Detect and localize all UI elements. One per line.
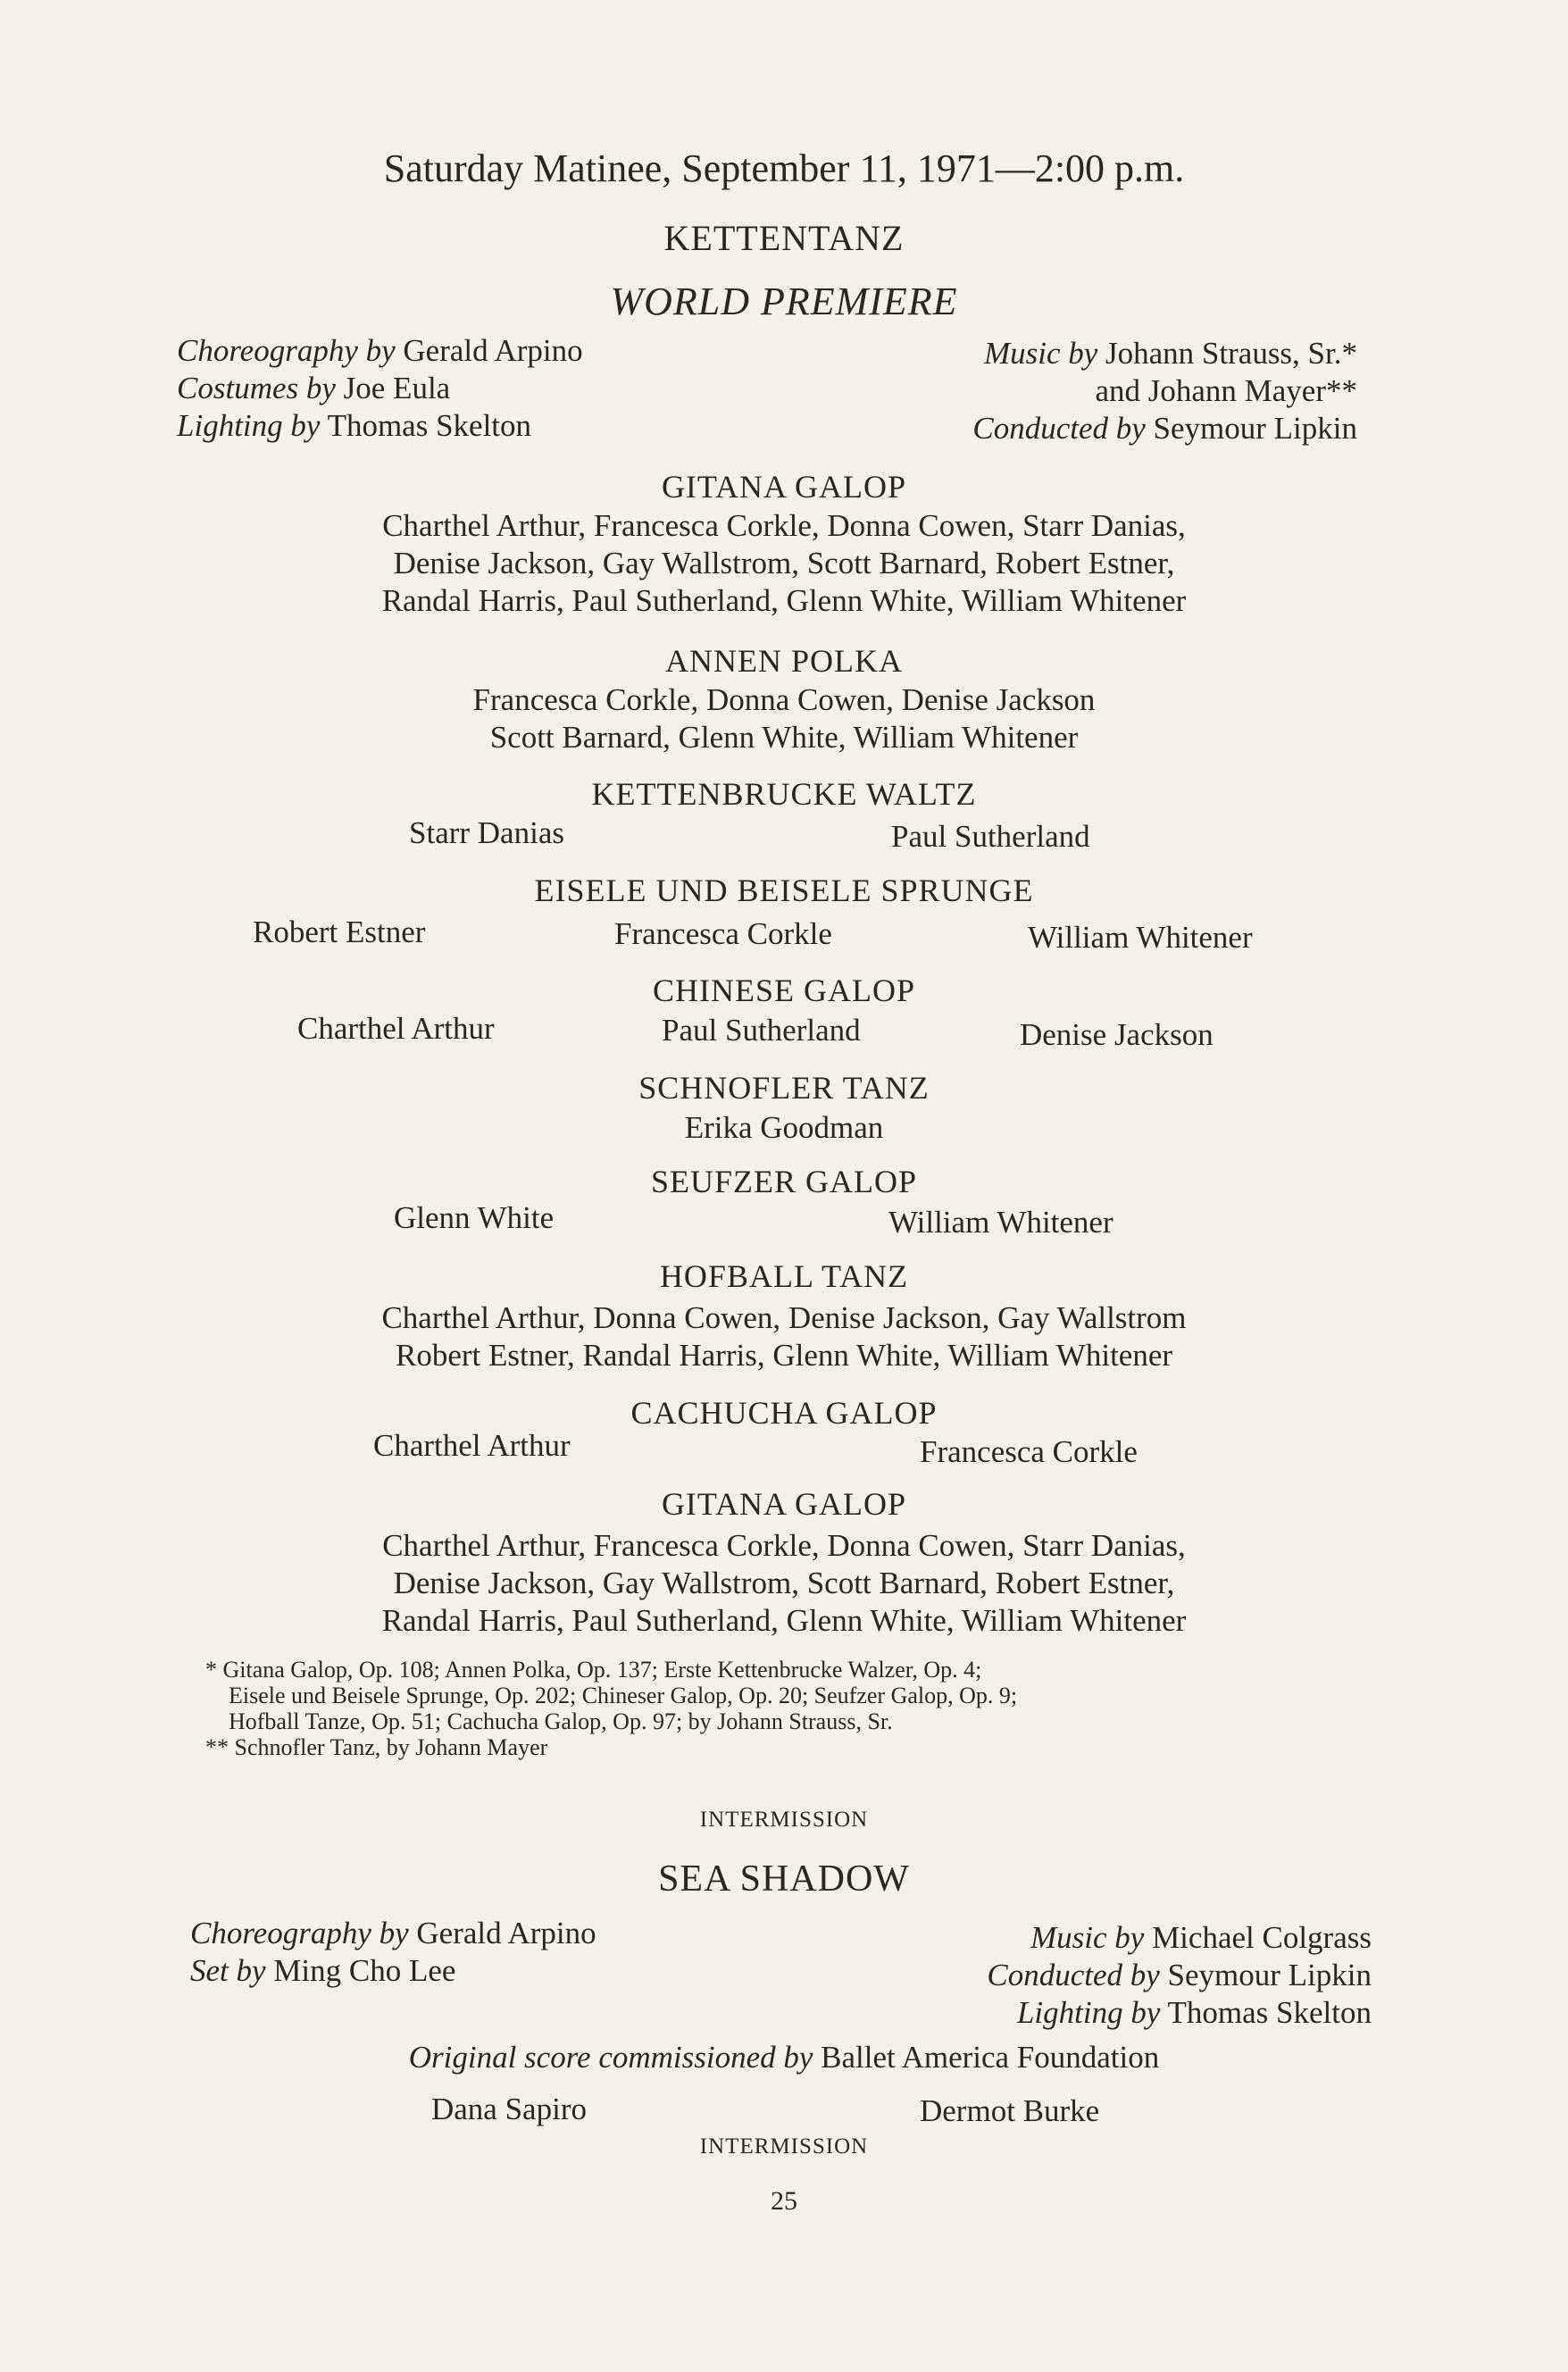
credit-choreography: Choreography by Gerald Arpino	[190, 1916, 596, 1950]
intermission-label: INTERMISSION	[699, 2134, 869, 2159]
music-footnotes	[205, 1657, 1017, 1760]
credit-conductor: Conducted by Seymour Lipkin	[987, 1958, 1372, 1992]
dancer-robert-estner: Robert Estner	[253, 915, 426, 949]
dancer-dana-sapiro: Dana Sapiro	[431, 2092, 587, 2126]
credit-music: Music by Johann Strauss, Sr.*	[983, 336, 1357, 371]
credit-music-2: and Johann Mayer**	[1095, 373, 1357, 408]
dancer-francesca-corkle: Francesca Corkle	[920, 1434, 1138, 1469]
footnote-line: ** Schnofler Tanz, by Johann Mayer	[205, 1734, 548, 1760]
dancer-list-gitana-galop: Charthel Arthur, Francesca Corkle, Donna Cowen, Starr Danias, Denise Jackson, Gay Wallstrom, Scott Barnard, Robert Estner, Randal Harris, Paul Sutherland, Glenn White, William Whitener	[381, 508, 1187, 618]
credit-conductor: Conducted by Seymour Lipkin	[972, 411, 1357, 446]
credits-right	[972, 335, 1357, 447]
dancer-paul-sutherland: Paul Sutherland	[662, 1013, 861, 1048]
section-title-gitana-galop: GITANA GALOP	[661, 1486, 907, 1522]
dancer-william-whitener: William Whitener	[888, 1205, 1113, 1240]
dancer-william-whitener: William Whitener	[1028, 920, 1253, 955]
section-title-annen-polka: ANNEN POLKA	[665, 643, 903, 679]
intermission-label: INTERMISSION	[699, 1808, 869, 1832]
ballet-title-kettentanz: KETTENTANZ	[663, 218, 905, 258]
dancer-charthel-arthur: Charthel Arthur	[373, 1428, 571, 1463]
sea-shadow-credits-left	[190, 1915, 596, 1990]
credit-set: Set by Ming Cho Lee	[190, 1953, 456, 1988]
footnote-line: * Gitana Galop, Op. 108; Annen Polka, Op. 137; Erste Kettenbrucke Walzer, Op. 4;	[205, 1657, 982, 1683]
page-number: 25	[771, 2186, 797, 2216]
dancer-list-gitana-galop-finale: Charthel Arthur, Francesca Corkle, Donna Cowen, Starr Danias, Denise Jackson, Gay Wallstrom, Scott Barnard, Robert Estner, Randal Harris, Paul Sutherland, Glenn White, William Whitener	[381, 1528, 1187, 1638]
dancer-starr-danias: Starr Danias	[409, 815, 564, 850]
credit-music: Music by Michael Colgrass	[1030, 1920, 1372, 1955]
sea-shadow-credits-right	[987, 1919, 1372, 2032]
dancer-francesca-corkle: Francesca Corkle	[614, 916, 832, 951]
dancer-dermot-burke: Dermot Burke	[920, 2093, 1100, 2128]
dancer-denise-jackson: Denise Jackson	[1020, 1017, 1214, 1052]
credit-lighting: Lighting by Thomas Skelton	[1016, 1995, 1372, 2030]
credit-costumes: Costumes by Joe Eula	[177, 371, 451, 405]
section-title-schnofler-tanz: SCHNOFLER TANZ	[638, 1070, 930, 1106]
credit-lighting: Lighting by Thomas Skelton	[177, 408, 532, 443]
footnote-line: Hofball Tanze, Op. 51; Cachucha Galop, Op. 97; by Johann Strauss, Sr.	[229, 1708, 893, 1734]
ballet-title-sea-shadow: SEA SHADOW	[658, 1858, 910, 1900]
dancer-list-hofball-tanz: Charthel Arthur, Donna Cowen, Denise Jackson, Gay Wallstrom Robert Estner, Randal Harris, Glenn White, William Whitener	[381, 1300, 1187, 1373]
footnote-line: Eisele und Beisele Sprunge, Op. 202; Chineser Galop, Op. 20; Seufzer Galop, Op. 9;	[229, 1683, 1018, 1708]
section-title-seufzer-galop: SEUFZER GALOP	[650, 1164, 918, 1199]
section-title-hofball-tanz: HOFBALL TANZ	[659, 1258, 909, 1294]
score-commission-credit: Original score commissioned by Ballet America Foundation	[408, 2040, 1160, 2075]
dancer-charthel-arthur: Charthel Arthur	[297, 1011, 495, 1046]
section-title-eisele-und-beisele: EISELE UND BEISELE SPRUNGE	[534, 873, 1034, 908]
dancer-paul-sutherland: Paul Sutherland	[891, 819, 1090, 854]
world-premiere-label: WORLD PREMIERE	[610, 280, 958, 323]
section-title-cachucha-galop: CACHUCHA GALOP	[630, 1395, 938, 1431]
performance-date: Saturday Matinee, September 11, 1971—2:00 p.m.	[383, 146, 1185, 190]
credits-left	[177, 332, 583, 445]
credit-choreography: Choreography by Gerald Arpino	[177, 333, 583, 368]
section-title-gitana-galop: GITANA GALOP	[661, 469, 907, 505]
dancer-erika-goodman: Erika Goodman	[684, 1110, 884, 1145]
dancer-list-annen-polka: Francesca Corkle, Donna Cowen, Denise Jackson Scott Barnard, Glenn White, William Whitener	[472, 682, 1096, 755]
section-title-chinese-galop: CHINESE GALOP	[652, 973, 915, 1008]
section-title-kettenbrucke-waltz: KETTENBRUCKE WALTZ	[591, 776, 977, 812]
dancer-glenn-white: Glenn White	[394, 1200, 555, 1235]
